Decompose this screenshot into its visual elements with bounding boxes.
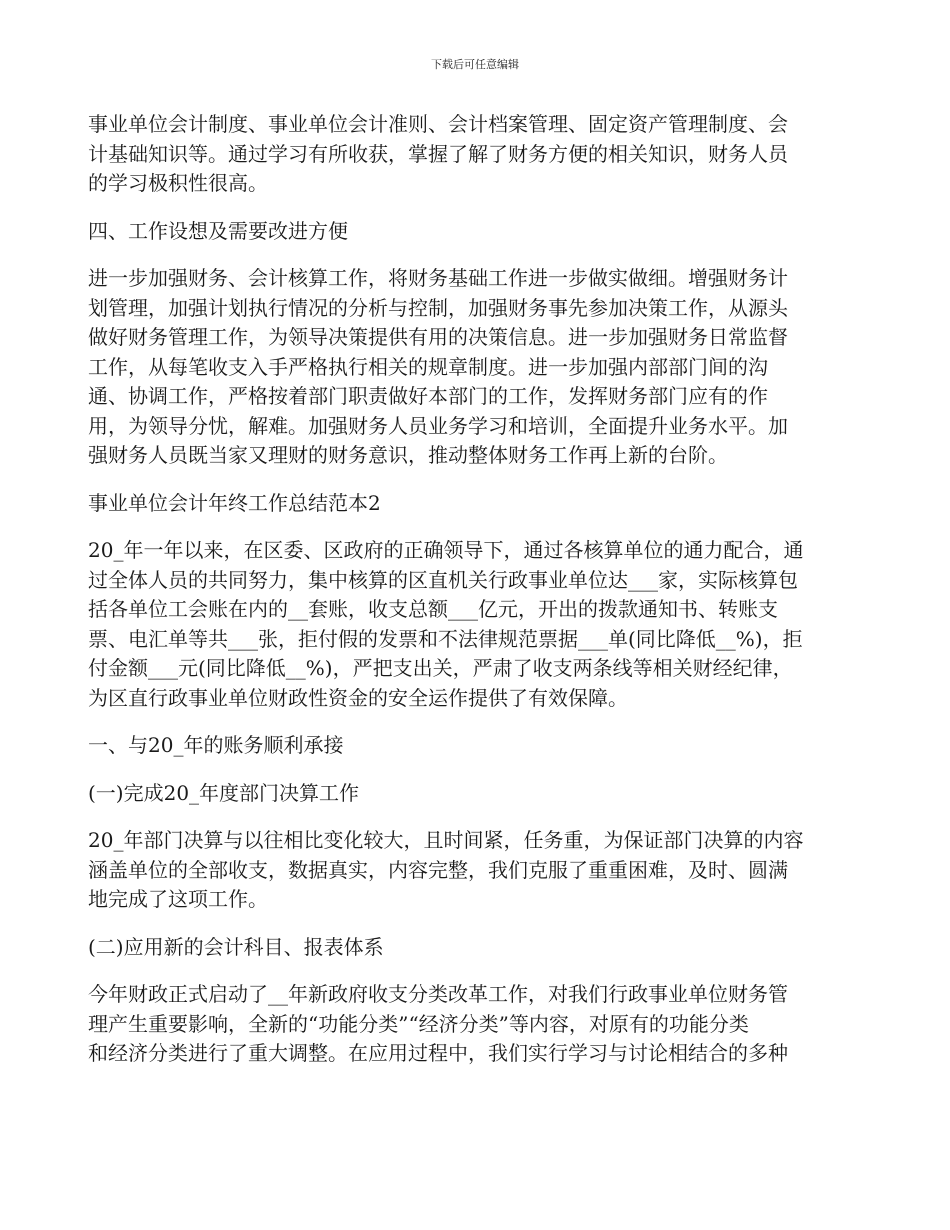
- template-title-2: [88, 489, 866, 519]
- heading-text: (一)完成20_年度部门决算工作: [88, 780, 360, 805]
- text-line: 过全体人员的共同努力，集中核算的区直机关行政事业单位达___家，实际核算包: [88, 567, 798, 592]
- text-line: 做好财务管理工作，为领导决策提供有用的决策信息。进一步加强财务日常监督: [88, 325, 788, 349]
- text-line: 事业单位会计制度、事业单位会计准则、会计档案管理、固定资产管理制度、会: [88, 112, 788, 136]
- text-line: 地完成了这项工作。: [88, 887, 268, 911]
- paragraph-reform: [88, 980, 866, 1069]
- text-line: 通、协调工作，严格按着部门职责做好本部门的工作，发挥财务部门应有的作: [88, 384, 768, 408]
- section-heading-4: [88, 217, 866, 247]
- text-line: 划管理，加强计划执行情况的分析与控制，加强财务事先参加决策工作，从源头: [88, 295, 788, 320]
- heading-text: 事业单位会计年终工作总结范本2: [88, 490, 381, 515]
- subsection-heading-1: [88, 779, 866, 809]
- text-line: 付金额___元(同比降低__%)，严把支出关，严肃了收支两条线等相关财经纪律，: [88, 656, 793, 680]
- text-line: 票、电汇单等共___张，拒付假的发票和不法律规范票据___单(同比降低__%)，拒: [88, 626, 803, 651]
- paragraph-training: [88, 110, 866, 199]
- text-line: 为区直行政事业单位财政性资金的安全运作提供了有效保障。: [88, 685, 628, 710]
- text-line: 涵盖单位的全部收支，数据真实，内容完整，我们克服了重重困难，及时、圆满: [88, 857, 788, 882]
- text-line: 用，为领导分忧，解难。加强财务人员业务学习和培训，全面提升业务水平。加: [88, 413, 788, 438]
- page-header: 下载后可任意编辑: [431, 58, 519, 71]
- text-line: 计基础知识等。通过学习有所收获，掌握了解了财务方便的相关知识，财务人员: [88, 141, 788, 166]
- text-line: 强财务人员既当家又理财的财务意识，推动整体财务工作再上新的台阶。: [88, 443, 728, 467]
- text-line: 20_年一年以来，在区委、区政府的正确领导下，通过各核算单位的通力配合，通: [88, 538, 804, 562]
- paragraph-summary: [88, 536, 866, 713]
- subsection-heading-2: [88, 933, 866, 963]
- text-line: 20_年部门决算与以往相比变化较大，且时间紧，任务重，为保证部门决算的内容: [88, 828, 804, 852]
- text-line: 理产生重要影响，全新的“功能分类”“经济分类”等内容，对原有的功能分类: [88, 1011, 749, 1036]
- text-line: 的学习极积性很高。: [88, 171, 268, 195]
- heading-text: (二)应用新的会计科目、报表体系: [88, 934, 384, 959]
- heading-text: 一、与20_年的账务顺利承接: [88, 733, 344, 757]
- paragraph-final-accounts: [88, 826, 866, 915]
- text-line: 工作，从每笔收支入手严格执行相关的规章制度。进一步加强内部部门间的沟: [88, 354, 768, 379]
- section-heading-1: [88, 731, 866, 761]
- heading-text: 四、工作设想及需要改进方便: [88, 218, 348, 243]
- text-line: 括各单位工会账在内的__套账，收支总额___亿元，开出的拨款通知书、转账支: [88, 597, 778, 621]
- text-line: 今年财政正式启动了__年新政府收支分类改革工作，对我们行政事业单位财务管: [88, 982, 788, 1006]
- document-body: [88, 110, 866, 1087]
- text-line: 进一步加强财务、会计核算工作，将财务基础工作进一步做实做细。增强财务计: [88, 266, 788, 290]
- text-line: 和经济分类进行了重大调整。在应用过程中，我们实行学习与讨论相结合的多种: [88, 1041, 788, 1065]
- paragraph-plans: [88, 264, 866, 471]
